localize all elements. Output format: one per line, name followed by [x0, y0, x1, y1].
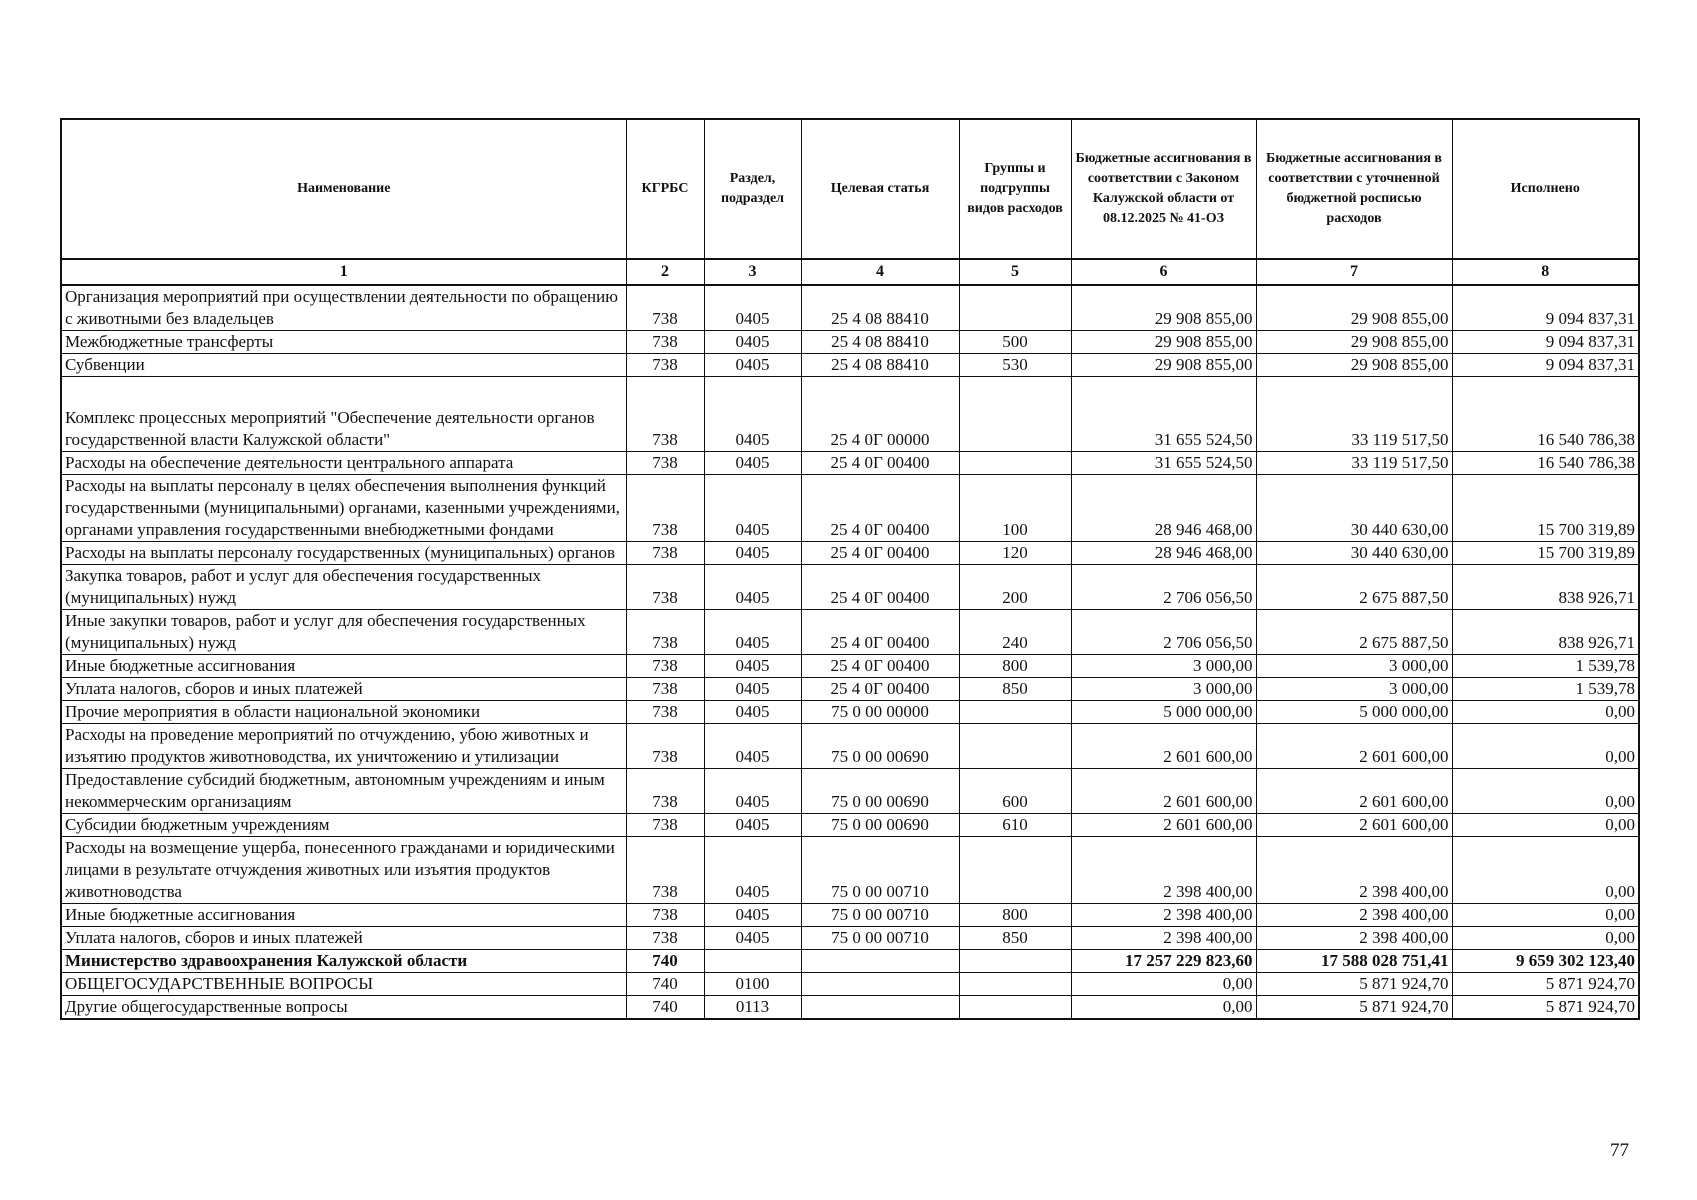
row-rospis-amount: 3 000,00 [1256, 655, 1452, 678]
row-ispolneno-amount: 5 871 924,70 [1452, 973, 1639, 996]
row-name: Субвенции [61, 354, 626, 377]
row-zakon-amount: 0,00 [1071, 973, 1256, 996]
row-rospis-amount: 2 601 600,00 [1256, 769, 1452, 814]
table-row [61, 724, 1639, 769]
row-ispolneno-amount: 16 540 786,38 [1452, 377, 1639, 452]
column-number: 3 [704, 259, 801, 285]
table-body [61, 285, 1639, 1019]
row-zakon-amount: 2 601 600,00 [1071, 769, 1256, 814]
header-vid: Группы и подгруппы видов расходов [959, 119, 1071, 259]
row-razdel: 0405 [704, 701, 801, 724]
table-row [61, 814, 1639, 837]
header-ispolneno: Исполнено [1452, 119, 1639, 259]
row-name: Прочие мероприятия в области национальной экономики [61, 701, 626, 724]
row-ispolneno-amount: 0,00 [1452, 814, 1639, 837]
row-celevaya: 25 4 08 88410 [801, 354, 959, 377]
row-razdel: 0405 [704, 475, 801, 542]
row-zakon-amount: 2 398 400,00 [1071, 904, 1256, 927]
table-row [61, 837, 1639, 904]
table-row [61, 678, 1639, 701]
row-celevaya: 25 4 0Г 00400 [801, 610, 959, 655]
row-kgrbs: 738 [626, 565, 704, 610]
row-celevaya: 75 0 00 00000 [801, 701, 959, 724]
row-vid: 850 [959, 678, 1071, 701]
row-zakon-amount: 28 946 468,00 [1071, 542, 1256, 565]
row-zakon-amount: 5 000 000,00 [1071, 701, 1256, 724]
row-zakon-amount: 2 706 056,50 [1071, 565, 1256, 610]
budget-table [60, 118, 1640, 1020]
table-row [61, 904, 1639, 927]
header-kgrbs: КГРБС [626, 119, 704, 259]
row-ispolneno-amount: 1 539,78 [1452, 678, 1639, 701]
row-celevaya: 25 4 0Г 00400 [801, 452, 959, 475]
row-celevaya: 75 0 00 00690 [801, 724, 959, 769]
table-row [61, 973, 1639, 996]
row-ispolneno-amount: 5 871 924,70 [1452, 996, 1639, 1020]
row-vid: 600 [959, 769, 1071, 814]
row-ispolneno-amount: 9 094 837,31 [1452, 331, 1639, 354]
column-number-row [61, 259, 1639, 285]
row-rospis-amount: 2 675 887,50 [1256, 610, 1452, 655]
row-razdel: 0405 [704, 331, 801, 354]
row-celevaya: 25 4 08 88410 [801, 331, 959, 354]
row-razdel: 0405 [704, 610, 801, 655]
row-razdel: 0405 [704, 837, 801, 904]
row-kgrbs: 738 [626, 542, 704, 565]
row-kgrbs: 740 [626, 973, 704, 996]
row-kgrbs: 738 [626, 655, 704, 678]
row-celevaya: 75 0 00 00710 [801, 927, 959, 950]
row-rospis-amount: 2 398 400,00 [1256, 837, 1452, 904]
row-ispolneno-amount: 0,00 [1452, 904, 1639, 927]
row-ispolneno-amount: 9 094 837,31 [1452, 285, 1639, 331]
row-kgrbs: 738 [626, 610, 704, 655]
row-name: Межбюджетные трансферты [61, 331, 626, 354]
row-rospis-amount: 30 440 630,00 [1256, 542, 1452, 565]
row-kgrbs: 738 [626, 724, 704, 769]
row-rospis-amount: 17 588 028 751,41 [1256, 950, 1452, 973]
row-vid [959, 377, 1071, 452]
row-razdel: 0405 [704, 285, 801, 331]
row-ispolneno-amount: 838 926,71 [1452, 610, 1639, 655]
row-rospis-amount: 29 908 855,00 [1256, 354, 1452, 377]
row-name: Комплекс процессных мероприятий "Обеспечение деятельности органов государственной власти Калужской области" [61, 377, 626, 452]
row-vid: 850 [959, 927, 1071, 950]
row-vid: 800 [959, 655, 1071, 678]
row-vid: 100 [959, 475, 1071, 542]
row-celevaya: 25 4 0Г 00400 [801, 475, 959, 542]
row-ispolneno-amount: 0,00 [1452, 837, 1639, 904]
column-number: 6 [1071, 259, 1256, 285]
row-razdel: 0405 [704, 452, 801, 475]
row-celevaya: 75 0 00 00690 [801, 769, 959, 814]
row-razdel: 0405 [704, 904, 801, 927]
row-name: Расходы на обеспечение деятельности центрального аппарата [61, 452, 626, 475]
row-zakon-amount: 31 655 524,50 [1071, 452, 1256, 475]
table-row [61, 285, 1639, 331]
row-rospis-amount: 2 675 887,50 [1256, 565, 1452, 610]
row-name: Другие общегосударственные вопросы [61, 996, 626, 1020]
header-rospis: Бюджетные ассигнования в соответствии с уточненной бюджетной росписью расходов [1256, 119, 1452, 259]
row-name: Расходы на проведение мероприятий по отчуждению, убою животных и изъятию продуктов животноводства, их уничтожению и утилизации [61, 724, 626, 769]
row-ispolneno-amount: 15 700 319,89 [1452, 475, 1639, 542]
row-celevaya: 75 0 00 00690 [801, 814, 959, 837]
row-rospis-amount: 2 601 600,00 [1256, 724, 1452, 769]
row-vid: 530 [959, 354, 1071, 377]
row-ispolneno-amount: 838 926,71 [1452, 565, 1639, 610]
row-kgrbs: 738 [626, 904, 704, 927]
row-razdel [704, 950, 801, 973]
row-celevaya: 75 0 00 00710 [801, 837, 959, 904]
row-razdel: 0100 [704, 973, 801, 996]
row-rospis-amount: 2 601 600,00 [1256, 814, 1452, 837]
row-vid [959, 452, 1071, 475]
row-razdel: 0405 [704, 377, 801, 452]
row-zakon-amount: 3 000,00 [1071, 678, 1256, 701]
column-number: 8 [1452, 259, 1639, 285]
table-row [61, 701, 1639, 724]
row-name: Предоставление субсидий бюджетным, автономным учреждениям и иным некоммерческим организациям [61, 769, 626, 814]
page-number: 77 [1610, 1140, 1629, 1161]
row-kgrbs: 738 [626, 678, 704, 701]
table-row [61, 377, 1639, 452]
row-vid: 120 [959, 542, 1071, 565]
row-celevaya: 25 4 0Г 00400 [801, 542, 959, 565]
row-razdel: 0405 [704, 769, 801, 814]
row-razdel: 0405 [704, 354, 801, 377]
row-name: Расходы на возмещение ущерба, понесенного гражданами и юридическими лицами в результате отчуждения животных или изъятия продуктов животноводства [61, 837, 626, 904]
row-rospis-amount: 3 000,00 [1256, 678, 1452, 701]
row-zakon-amount: 0,00 [1071, 996, 1256, 1020]
row-kgrbs: 738 [626, 354, 704, 377]
row-kgrbs: 740 [626, 950, 704, 973]
row-name: Расходы на выплаты персоналу в целях обеспечения выполнения функций государственными (муниципальными) органами, казенными учреждениями, органами управления государственными внебюджетными фондами [61, 475, 626, 542]
row-ispolneno-amount: 0,00 [1452, 701, 1639, 724]
row-ispolneno-amount: 16 540 786,38 [1452, 452, 1639, 475]
row-rospis-amount: 5 871 924,70 [1256, 973, 1452, 996]
row-vid [959, 724, 1071, 769]
row-kgrbs: 738 [626, 837, 704, 904]
row-celevaya: 25 4 0Г 00400 [801, 655, 959, 678]
row-name: Министерство здравоохранения Калужской области [61, 950, 626, 973]
table-row [61, 452, 1639, 475]
row-ispolneno-amount: 0,00 [1452, 927, 1639, 950]
row-razdel: 0113 [704, 996, 801, 1020]
row-name: Закупка товаров, работ и услуг для обеспечения государственных (муниципальных) нужд [61, 565, 626, 610]
row-rospis-amount: 33 119 517,50 [1256, 452, 1452, 475]
row-vid [959, 701, 1071, 724]
row-vid [959, 996, 1071, 1020]
row-zakon-amount: 31 655 524,50 [1071, 377, 1256, 452]
row-zakon-amount: 3 000,00 [1071, 655, 1256, 678]
row-razdel: 0405 [704, 814, 801, 837]
header-row [61, 119, 1639, 259]
table-row [61, 927, 1639, 950]
header-razdel: Раздел, подраздел [704, 119, 801, 259]
row-razdel: 0405 [704, 724, 801, 769]
row-name: Иные бюджетные ассигнования [61, 904, 626, 927]
row-zakon-amount: 2 398 400,00 [1071, 927, 1256, 950]
row-ispolneno-amount: 1 539,78 [1452, 655, 1639, 678]
table-row [61, 950, 1639, 973]
table-row [61, 996, 1639, 1020]
row-zakon-amount: 2 601 600,00 [1071, 724, 1256, 769]
row-celevaya: 75 0 00 00710 [801, 904, 959, 927]
row-zakon-amount: 2 398 400,00 [1071, 837, 1256, 904]
row-name: Иные бюджетные ассигнования [61, 655, 626, 678]
row-vid [959, 837, 1071, 904]
row-zakon-amount: 28 946 468,00 [1071, 475, 1256, 542]
table-row [61, 655, 1639, 678]
row-zakon-amount: 29 908 855,00 [1071, 285, 1256, 331]
row-razdel: 0405 [704, 655, 801, 678]
row-razdel: 0405 [704, 678, 801, 701]
row-rospis-amount: 30 440 630,00 [1256, 475, 1452, 542]
row-name: Организация мероприятий при осуществлении деятельности по обращению с животными без владельцев [61, 285, 626, 331]
row-zakon-amount: 29 908 855,00 [1071, 354, 1256, 377]
row-celevaya: 25 4 0Г 00000 [801, 377, 959, 452]
row-ispolneno-amount: 0,00 [1452, 724, 1639, 769]
table-row [61, 565, 1639, 610]
row-celevaya: 25 4 0Г 00400 [801, 565, 959, 610]
table-row [61, 475, 1639, 542]
column-number: 2 [626, 259, 704, 285]
column-number: 5 [959, 259, 1071, 285]
row-name: Субсидии бюджетным учреждениям [61, 814, 626, 837]
row-kgrbs: 738 [626, 927, 704, 950]
header-name: Наименование [61, 119, 626, 259]
row-zakon-amount: 29 908 855,00 [1071, 331, 1256, 354]
row-kgrbs: 738 [626, 701, 704, 724]
row-kgrbs: 738 [626, 769, 704, 814]
row-ispolneno-amount: 9 659 302 123,40 [1452, 950, 1639, 973]
row-vid [959, 285, 1071, 331]
row-rospis-amount: 2 398 400,00 [1256, 904, 1452, 927]
header-zakon: Бюджетные ассигнования в соответствии с Законом Калужской области от 08.12.2025 № 41-ОЗ [1071, 119, 1256, 259]
row-ispolneno-amount: 0,00 [1452, 769, 1639, 814]
row-kgrbs: 738 [626, 377, 704, 452]
row-zakon-amount: 2 601 600,00 [1071, 814, 1256, 837]
row-vid [959, 973, 1071, 996]
row-name: Уплата налогов, сборов и иных платежей [61, 927, 626, 950]
row-rospis-amount: 29 908 855,00 [1256, 285, 1452, 331]
row-ispolneno-amount: 15 700 319,89 [1452, 542, 1639, 565]
row-vid: 800 [959, 904, 1071, 927]
row-kgrbs: 738 [626, 331, 704, 354]
table-row [61, 331, 1639, 354]
row-razdel: 0405 [704, 927, 801, 950]
header-celevaya: Целевая статья [801, 119, 959, 259]
column-number: 1 [61, 259, 626, 285]
row-rospis-amount: 2 398 400,00 [1256, 927, 1452, 950]
row-name: Иные закупки товаров, работ и услуг для обеспечения государственных (муниципальных) нужд [61, 610, 626, 655]
budget-sheet [60, 118, 1638, 1020]
row-vid: 200 [959, 565, 1071, 610]
row-razdel: 0405 [704, 542, 801, 565]
row-celevaya [801, 973, 959, 996]
row-rospis-amount: 33 119 517,50 [1256, 377, 1452, 452]
row-vid: 610 [959, 814, 1071, 837]
row-celevaya [801, 996, 959, 1020]
row-name: Расходы на выплаты персоналу государственных (муниципальных) органов [61, 542, 626, 565]
row-kgrbs: 738 [626, 452, 704, 475]
row-zakon-amount: 17 257 229 823,60 [1071, 950, 1256, 973]
row-vid [959, 950, 1071, 973]
row-rospis-amount: 5 871 924,70 [1256, 996, 1452, 1020]
table-row [61, 769, 1639, 814]
row-vid: 240 [959, 610, 1071, 655]
row-celevaya [801, 950, 959, 973]
table-row [61, 542, 1639, 565]
row-name: Уплата налогов, сборов и иных платежей [61, 678, 626, 701]
row-celevaya: 25 4 08 88410 [801, 285, 959, 331]
table-row [61, 610, 1639, 655]
row-zakon-amount: 2 706 056,50 [1071, 610, 1256, 655]
row-ispolneno-amount: 9 094 837,31 [1452, 354, 1639, 377]
column-number: 7 [1256, 259, 1452, 285]
column-number: 4 [801, 259, 959, 285]
row-vid: 500 [959, 331, 1071, 354]
row-celevaya: 25 4 0Г 00400 [801, 678, 959, 701]
row-razdel: 0405 [704, 565, 801, 610]
table-row [61, 354, 1639, 377]
row-kgrbs: 738 [626, 285, 704, 331]
row-name: ОБЩЕГОСУДАРСТВЕННЫЕ ВОПРОСЫ [61, 973, 626, 996]
row-rospis-amount: 29 908 855,00 [1256, 331, 1452, 354]
row-rospis-amount: 5 000 000,00 [1256, 701, 1452, 724]
row-kgrbs: 740 [626, 996, 704, 1020]
row-kgrbs: 738 [626, 814, 704, 837]
row-kgrbs: 738 [626, 475, 704, 542]
